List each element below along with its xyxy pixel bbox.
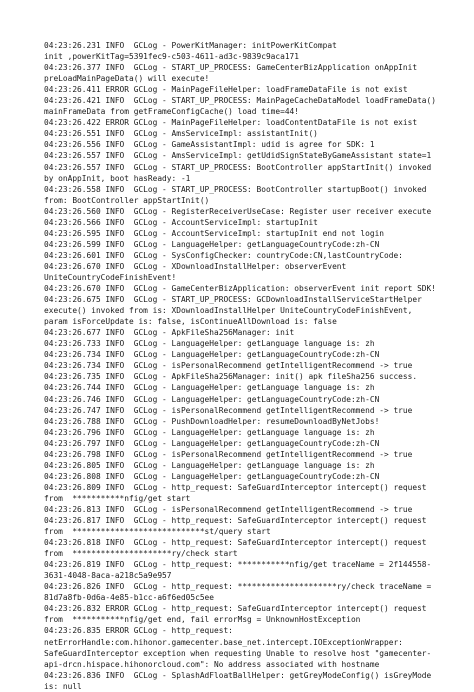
log-line: from *********************ry/check start <box>44 549 238 559</box>
log-line: 04:23:26.797 INFO GCLog - LanguageHelper: getLanguageCountryCode:zh-CN <box>44 438 380 448</box>
log-line: 04:23:26.411 ERROR GCLog - MainPageFileHelper: loadFrameDataFile is not exist <box>44 85 408 95</box>
log-line: 04:23:26.601 INFO GCLog - SysConfigChecker: countryCode:CN,lastCountryCode: <box>44 250 403 260</box>
log-line: 04:23:26.595 INFO GCLog - AccountServiceImpl: startupInit end not login <box>44 228 385 238</box>
log-line: 04:23:26.566 INFO GCLog - AccountServiceImpl: startupInit <box>44 217 318 227</box>
log-line: preLoadMainPageData() will execute! <box>44 74 210 84</box>
log-line: 04:23:26.599 INFO GCLog - LanguageHelper: getLanguageCountryCode:zh-CN <box>44 239 380 249</box>
log-line: 04:23:26.746 INFO GCLog - LanguageHelper: getLanguageCountryCode:zh-CN <box>44 394 380 404</box>
log-line: 04:23:26.560 INFO GCLog - RegisterReceiverUseCase: Register user receiver execute <box>44 206 432 216</box>
log-line: 04:23:26.675 INFO GCLog - START_UP_PROCESS: GCDownloadInstallServiceStartHelper <box>44 295 422 305</box>
log-line: 04:23:26.813 INFO GCLog - isPersonalRecommend getIntelligentRecommend -> true <box>44 504 413 514</box>
log-line: 04:23:26.733 INFO GCLog - LanguageHelper: getLanguage language is: zh <box>44 339 375 349</box>
log-line: by onAppInit, boot hasReady: -1 <box>44 173 191 183</box>
log-line: 04:23:26.832 ERROR GCLog - http_request: SafeGuardInterceptor intercept() request <box>44 604 427 614</box>
log-line: from: BootController appStartInit() <box>44 195 210 205</box>
log-line: 04:23:26.735 INFO GCLog - ApkFileSha256Manager: init() apk fileSha256 success. <box>44 372 418 382</box>
log-line: 04:23:26.788 INFO GCLog - PushDownloadHelper: resumeDownloadByNetJobs! <box>44 416 380 426</box>
log-line: from ***********nfig/get end, fail errorMsg = UnknownHostException <box>44 615 361 625</box>
log-line: api-drcn.hispace.hihonorcloud.com": No address associated with hostname <box>44 659 380 669</box>
log-line: 04:23:26.670 INFO GCLog - GameCenterBizApplication: observerEvent init report SDK! <box>44 284 436 294</box>
log-line: 3631-4048-8aca-a218c5a9e957 <box>44 571 172 581</box>
log-line: 04:23:26.556 INFO GCLog - GameAssistantImpl: udid is agree for SDK: 1 <box>44 140 375 150</box>
log-line: 04:23:26.744 INFO GCLog - LanguageHelper: getLanguage language is: zh <box>44 383 375 393</box>
log-line: SafeGuardInterceptor exception when requesting Unable to resolve host "gamecenter- <box>44 648 432 658</box>
log-line: 81d7a8fb-0d6a-4e85-b1cc-a6f6ed05c5ee <box>44 593 215 603</box>
log-line: 04:23:26.747 INFO GCLog - isPersonalRecommend getIntelligentRecommend -> true <box>44 405 413 415</box>
log-line: is: null <box>44 681 82 691</box>
log-line: 04:23:26.805 INFO GCLog - LanguageHelper: getLanguage language is: zh <box>44 460 375 470</box>
log-line: 04:23:26.817 INFO GCLog - http_request: SafeGuardInterceptor intercept() request <box>44 516 427 526</box>
log-line: 04:23:26.818 INFO GCLog - http_request: SafeGuardInterceptor intercept() request <box>44 538 427 548</box>
log-line: 04:23:26.835 ERROR GCLog - http_request: <box>44 626 233 636</box>
log-line: 04:23:26.809 INFO GCLog - http_request: SafeGuardInterceptor intercept() request <box>44 482 427 492</box>
log-line: init ,powerKitTag=5391fec9-c503-4611-ad3c-9839c9aca171 <box>44 52 300 62</box>
log-text-block <box>44 40 464 692</box>
log-line: param isForceUpdate is: false, isContinueAllDownload is: false <box>44 317 337 327</box>
log-line: 04:23:26.558 INFO GCLog - START_UP_PROCESS: BootController startupBoot() invoked <box>44 184 427 194</box>
log-line: execute() invoked from is: XDownloadInstallHelper UniteCountryCodeFinishEvent, <box>44 306 413 316</box>
log-line: 04:23:26.377 INFO GCLog - START_UP_PROCESS: GameCenterBizApplication onAppInit <box>44 63 418 73</box>
log-line: 04:23:26.798 INFO GCLog - isPersonalRecommend getIntelligentRecommend -> true <box>44 449 413 459</box>
log-line: 04:23:26.421 INFO GCLog - START_UP_PROCESS: MainPageCacheDataModel loadFrameData() <box>44 96 436 106</box>
log-line: mainFrameData from getFrameConfigCache() load time=44! <box>44 107 300 117</box>
log-line: UniteCountryCodeFinishEvent! <box>44 272 177 282</box>
log-line: 04:23:26.796 INFO GCLog - LanguageHelper: getLanguage language is: zh <box>44 427 375 437</box>
log-line: 04:23:26.819 INFO GCLog - http_request: ***********nfig/get traceName = 2f144558- <box>44 560 432 570</box>
log-line: 04:23:26.734 INFO GCLog - LanguageHelper: getLanguageCountryCode:zh-CN <box>44 350 380 360</box>
log-line: 04:23:26.557 INFO GCLog - AmsServiceImpl: getUdidSignStateByGameAssistant state=1 <box>44 151 432 161</box>
log-line: 04:23:26.808 INFO GCLog - LanguageHelper: getLanguageCountryCode:zh-CN <box>44 471 380 481</box>
log-line: 04:23:26.826 INFO GCLog - http_request: *********************ry/check traceName = <box>44 582 432 592</box>
log-line: 04:23:26.557 INFO GCLog - START_UP_PROCESS: BootController appStartInit() invoked <box>44 162 432 172</box>
log-line: 04:23:26.422 ERROR GCLog - MainPageFileHelper: loadContentDataFile is not exist <box>44 118 418 128</box>
log-line: 04:23:26.734 INFO GCLog - isPersonalRecommend getIntelligentRecommend -> true <box>44 361 413 371</box>
log-line: netErrorHandle:com.hihonor.gamecenter.base_net.intercept.IOExceptionWrapper: <box>44 637 403 647</box>
log-line: from ***********nfig/get start <box>44 493 191 503</box>
log-line: 04:23:26.551 INFO GCLog - AmsServiceImpl: assistantInit() <box>44 129 318 139</box>
log-line: from ****************************st/query start <box>44 527 271 537</box>
log-line: 04:23:26.836 INFO GCLog - SplashAdFloatBallHelper: getGreyModeConfig() isGreyMode <box>44 670 432 680</box>
log-line: 04:23:26.231 INFO GCLog - PowerKitManager: initPowerKitCompat <box>44 41 337 50</box>
log-line: 04:23:26.677 INFO GCLog - ApkFileSha256Manager: init <box>44 328 295 338</box>
log-line: 04:23:26.670 INFO GCLog - XDownloadInstallHelper: observerEvent <box>44 261 347 271</box>
